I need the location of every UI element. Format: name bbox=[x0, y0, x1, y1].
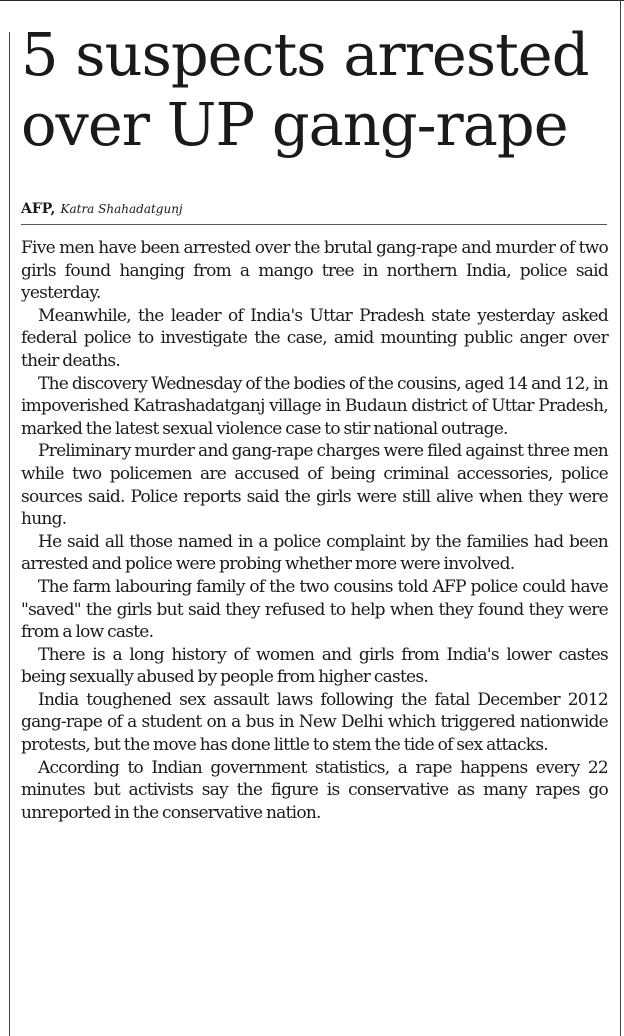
byline bbox=[21, 198, 183, 217]
top-border-rule bbox=[0, 0, 624, 1]
article-paragraph: He said all those named in a police complaint by the families had been arrested and police were probing whether more were involved. bbox=[21, 531, 608, 575]
right-column-rule bbox=[620, 0, 621, 1036]
article-paragraph: Five men have been arrested over the brutal gang-rape and murder of two girls found hanging from a mango tree in northern India, police said yesterday. bbox=[21, 238, 608, 304]
article-body bbox=[21, 237, 608, 824]
article-paragraph: The discovery Wednesday of the bodies of the cousins, aged 14 and 12, in impoverished Katrashadatganj village in Budaun district of Uttar Pradesh, marked the latest sexual violence case to stir national outrage. bbox=[21, 373, 608, 439]
article-headline: 5 suspects arrested over UP gang-rape bbox=[21, 20, 589, 159]
byline-separator: , bbox=[50, 201, 56, 217]
left-column-rule bbox=[9, 32, 10, 1036]
article-paragraph: The farm labouring family of the two cousins told AFP police could have "saved" the girls but said they refused to help when they found they were from a low caste. bbox=[21, 576, 608, 643]
byline-divider bbox=[21, 224, 607, 225]
article-paragraph: Meanwhile, the leader of India's Uttar Pradesh state yesterday asked federal police to investigate the case, amid mounting public anger over their deaths. bbox=[21, 305, 608, 371]
article-paragraph: According to Indian government statistics, a rape happens every 22 minutes but activists say the figure is conservative as many rapes go unreported in the conservative nation. bbox=[21, 757, 608, 823]
byline-location: Katra Shahadatgunj bbox=[60, 202, 183, 216]
article-paragraph: India toughened sex assault laws following the fatal December 2012 gang-rape of a student on a bus in New Delhi which triggered nationwide protests, but the move has done little to stem the tide of sex attacks. bbox=[21, 689, 608, 756]
byline-agency: AFP bbox=[21, 201, 51, 217]
article-paragraph: Preliminary murder and gang-rape charges were filed against three men while two policemen are accused of being criminal accessories, police sources said. Police reports said the girls were still alive when they were hung. bbox=[21, 441, 608, 530]
article-paragraph: There is a long history of women and girls from India's lower castes being sexually abused by people from higher castes. bbox=[21, 644, 608, 688]
